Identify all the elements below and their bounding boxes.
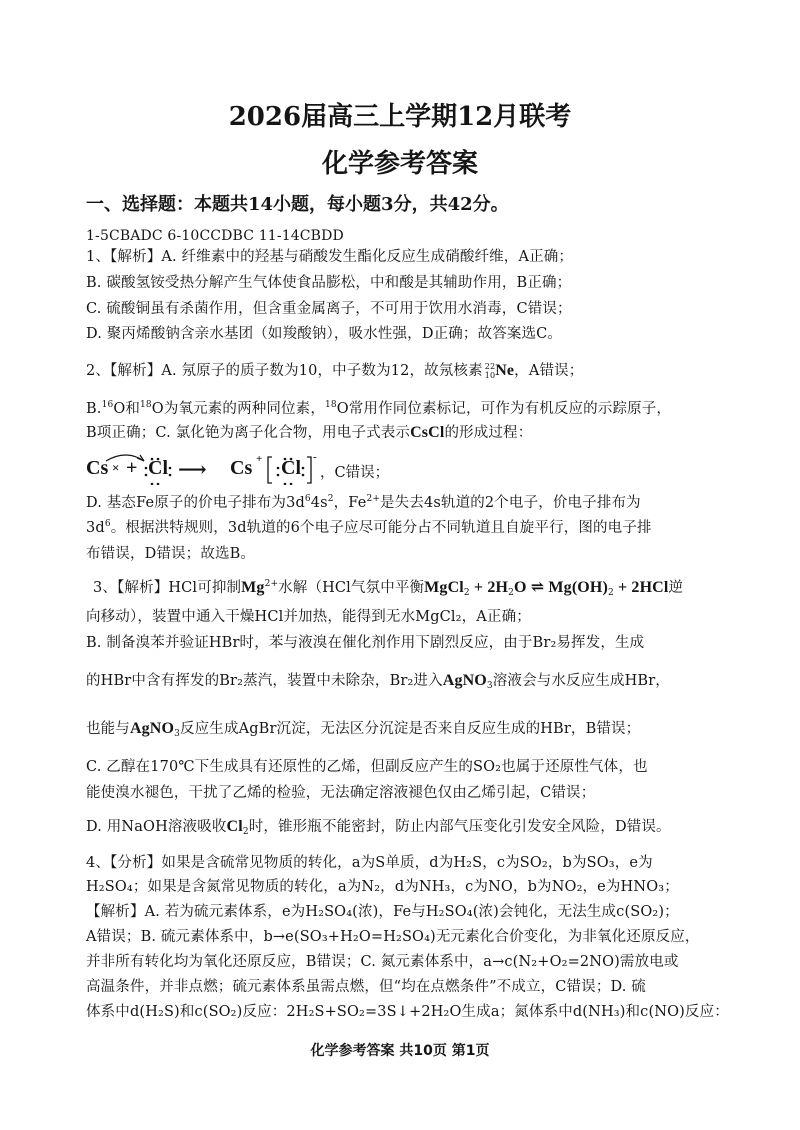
electron-cross: × bbox=[112, 460, 120, 475]
q4-line-1: 4、【分析】如果是含硫常见物质的转化，a为S单质，d为H₂S，c为SO₂，b为SO₃，e为 bbox=[86, 855, 653, 871]
subscript: 3 bbox=[174, 729, 180, 739]
nuclide-symbol: Ne bbox=[495, 362, 515, 379]
subscript: 3 bbox=[486, 681, 493, 691]
nuclide-atomic-number: 10 bbox=[484, 371, 496, 380]
q2-text: 的形成过程： bbox=[444, 425, 533, 441]
q3-text: D. 用NaOH溶液吸收 bbox=[86, 819, 227, 835]
nuclide-numbers bbox=[485, 362, 495, 380]
q3-line-3: B. 制备溴苯并验证HBr时，苯与液溴在催化剂作用下剧烈反应，由于Br₂易挥发，生成 bbox=[86, 635, 645, 651]
equation-part: O ⇌ Mg(OH) bbox=[513, 579, 608, 596]
q2-text: D. 基态Fe原子的价电子排布为3d bbox=[86, 495, 305, 511]
chlorine-symbol: Cl bbox=[148, 457, 168, 479]
subscript: 2 bbox=[463, 588, 470, 598]
q3-text: 的HBr中含有挥发的Br₂蒸汽，装置中未除杂，Br₂进入 bbox=[86, 673, 443, 689]
q1-line-2: B. 碳酸氢铵受热分解产生气体使食品膨松，中和酸是其辅助作用，B正确； bbox=[86, 275, 572, 291]
superscript: 2+ bbox=[366, 494, 381, 504]
formula: AgNO bbox=[129, 720, 175, 737]
formula: CsCl bbox=[410, 424, 445, 441]
q2-text: 3d bbox=[86, 520, 105, 536]
q2-text: B项正确；C. 氯化铯为离子化合物，用电子式表示 bbox=[86, 425, 411, 441]
q2-line-5 bbox=[86, 492, 641, 514]
q2-text: 2、【解析】A. 氖原子的质子数为10，中子数为12，故氖核素 bbox=[86, 363, 483, 379]
superscript: 2 bbox=[327, 494, 334, 504]
equation-part: + 2HCl bbox=[613, 579, 669, 596]
q3-line-2: 向移动），装置中通入干燥HCl并加热，能得到无水MgCl₂，A正确； bbox=[86, 609, 531, 625]
exam-title: 2026届高三上学期12月联考 bbox=[228, 102, 572, 132]
mass-number: 18 bbox=[324, 400, 337, 410]
q2-line-6 bbox=[86, 517, 652, 539]
q2-line-7: 布错误，D错误；故选B。 bbox=[86, 546, 256, 562]
subscript: 2 bbox=[508, 588, 514, 598]
q4-line-2: H₂SO₄；如果是含氮常见物质的转化，a为N₂，d为NH₃，c为NO，b为NO₂，e为HNO₃； bbox=[86, 879, 679, 895]
q4-line-7: 体系中d(H₂S)和c(SO₂)反应：2H₂S+SO₂=3S↓+2H₂O生成a；氮体系中d(NH₃)和c(NO)反应： bbox=[86, 1004, 729, 1020]
q2-text: 是失去4s轨道的2个电子，价电子排布为 bbox=[380, 495, 641, 511]
q3-line-1 bbox=[93, 577, 683, 599]
cation-charge: + bbox=[256, 453, 263, 465]
superscript: 6 bbox=[104, 519, 111, 529]
q1-line-1: 1、【解析】A. 纤维素中的羟基与硝酸发生酯化反应生成硝酸纤维，A正确； bbox=[86, 249, 574, 265]
q1-line-4: D. 聚丙烯酸钠含亲水基团（如羧酸钠），吸水性强，D正确；故答案选C。 bbox=[86, 326, 563, 342]
q3-line-6: C. 乙醇在170℃下生成具有还原性的乙烯，但副反应产生的SO₂也属于还原性气体，也 bbox=[86, 759, 648, 775]
formula: Cl bbox=[226, 818, 243, 835]
q3-line-7: 能使溴水褪色，干扰了乙烯的检验，无法确定溶液褪色仅由乙烯引起，C错误； bbox=[86, 785, 596, 801]
q1-line-3: C. 硫酸铜虽有杀菌作用，但含重金属离子，不可用于饮用水消毒，C错误； bbox=[86, 301, 572, 317]
subscript: 2 bbox=[607, 588, 614, 598]
anion-charge: - bbox=[313, 451, 317, 463]
formula: Mg bbox=[241, 579, 265, 596]
superscript: 6 bbox=[304, 494, 311, 504]
equation-part: MgCl bbox=[424, 579, 464, 596]
q2-text: O为氧元素的两种同位素， bbox=[151, 401, 325, 417]
superscript: 2+ bbox=[264, 579, 279, 589]
q2-text: 4s bbox=[310, 495, 328, 511]
answer-key: 1-5CBADC 6-10CCDBC 11-14CBDD bbox=[86, 228, 344, 244]
q2-text: ，C错误； bbox=[320, 465, 390, 481]
page-footer: 化学参考答案 共10页 第1页 bbox=[310, 1043, 490, 1059]
exam-subtitle: 化学参考答案 bbox=[321, 149, 478, 179]
q2-text: 。根据洪特规则，3d轨道的6个电子应尽可能分占不同轨道且自旋平行，图的电子排 bbox=[110, 520, 652, 536]
q2-text: O和 bbox=[113, 401, 141, 417]
q3-text: 水解（HCl气氛中平衡 bbox=[278, 580, 425, 596]
q3-line-4 bbox=[86, 670, 670, 692]
plus-sign: + bbox=[126, 457, 138, 479]
mass-number: 18 bbox=[140, 400, 152, 410]
mass-number: 16 bbox=[101, 400, 114, 410]
q4-line-5: 并非所有转化均为氧化还原反应，B错误；C. 氮元素体系中，a→c(N₂+O₂=2NO)需放电或 bbox=[86, 954, 679, 970]
q3-text: 逆 bbox=[668, 580, 684, 596]
q3-text: 3、【解析】HCl可抑制 bbox=[93, 580, 242, 596]
nuclide-mass-number: 22 bbox=[484, 362, 496, 371]
q3-line-8 bbox=[86, 816, 671, 838]
q2-text: O常用作同位素标记，可作为有机反应的示踪原子， bbox=[336, 401, 672, 417]
reaction-arrow: ⟶ bbox=[178, 459, 207, 481]
q2-text: ，Fe bbox=[333, 495, 367, 511]
formula: AgNO bbox=[442, 672, 487, 689]
chloride-symbol: Cl bbox=[281, 457, 301, 479]
section-heading: 一、选择题：本题共14小题，每小题3分，共42分。 bbox=[86, 194, 509, 215]
q3-text: 反应生成AgBr沉淀，无法区分沉淀是否来自反应生成的HBr，B错误； bbox=[180, 721, 641, 737]
cesium-ion-symbol: Cs bbox=[230, 457, 253, 479]
q2-text: B. bbox=[86, 401, 102, 417]
cesium-symbol: Cs bbox=[86, 457, 109, 479]
subscript: 2 bbox=[242, 827, 249, 837]
q3-text: 时，锥形瓶不能密封，防止内部气压变化引发安全风险，D错误。 bbox=[248, 819, 671, 835]
q2-text: ，A错误； bbox=[514, 363, 584, 379]
q2-line-2 bbox=[86, 398, 671, 420]
q3-text: 溶液会与水反应生成HBr， bbox=[492, 673, 670, 689]
q3-text: 也能与 bbox=[86, 721, 130, 737]
q2-line-3 bbox=[86, 422, 532, 444]
q2-line-1 bbox=[86, 360, 583, 382]
electron-dot-equation bbox=[86, 451, 406, 485]
q4-line-4: A错误；B. 硫元素体系中，b→e(SO₃+H₂O=H₂SO₄)无元素化合价变化，为非氧化还原反应， bbox=[86, 929, 700, 945]
q3-line-5 bbox=[86, 718, 640, 740]
equation-part: + 2H bbox=[469, 579, 509, 596]
q4-line-3: 【解析】A. 若为硫元素体系，e为H₂SO₄(浓)，Fe与H₂SO₄(浓)会钝化，无法生成c(SO₂)； bbox=[86, 904, 679, 920]
q4-line-6: 高温条件，并非点燃；硫元素体系虽需点燃，但“均在点燃条件”不成立，C错误；D. 硫 bbox=[86, 979, 646, 995]
